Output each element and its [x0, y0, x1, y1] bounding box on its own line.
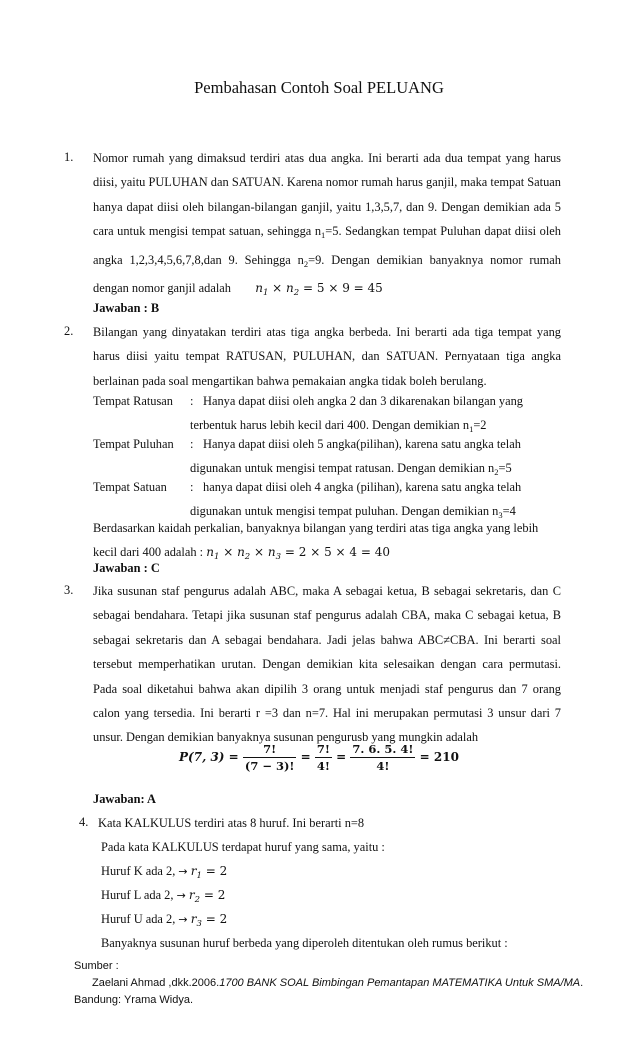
letter-l-row: Huruf L ada 2, → $r_2 = 2$ [101, 888, 226, 905]
row-label: Tempat Puluhan [93, 437, 174, 451]
item-2-number: 2. [64, 324, 74, 338]
right-arrow-icon: → [178, 865, 188, 878]
item-4-line2: Pada kata KALKULUS terdapat huruf yang sama, yaitu : [101, 840, 385, 854]
item-2-conclusion-formula: kecil dari 400 adalah : $n_1 \times n_2 \times n_3 = 2 \times 5 \times 4 = 40$ [93, 545, 390, 562]
row-label: Tempat Ratusan [93, 394, 173, 408]
item-4-line3: Banyaknya susunan huruf berbeda yang diperoleh ditentukan oleh rumus berikut : [101, 936, 508, 950]
source-citation: Zaelani Ahmad ,dkk.2006.1700 BANK SOAL Bimbingan Pemantapan MATEMATIKA Untuk SMA/MA. [92, 977, 584, 989]
item-3-number: 3. [64, 583, 74, 597]
right-arrow-icon: → [176, 889, 186, 902]
document-page: Pembahasan Contoh Soal PELUANG 1. Nomor rumah yang dimaksud terdiri atas dua angka. Ini berarti ada dua tempat yang harus diisi, yaitu PULUHAN dan SATUAN. Karena nomor rumah harus ganjil, maka tempat Satuan hanya dapat diisi oleh bilangan-bilangan ganjil, yaitu 1,3,5,7, dan 9. Dengan demikian ada 5 cara untuk mengisi tempat satuan, sehingga $n_1=5$. Sedangkan tempat Puluhan dapat diisi oleh angka 1,2,3,4,5,6,7,8,dan 9. Sehingga $n_2=9$. Dengan demikian banyaknya nomor rumah dengan nomor ganjil adalah $n_1 \times n_2 = 5 \times 9 = 45$ Jawaban : B 2. Bilangan yang dinyatakan terdiri atas tiga angka berbeda. Ini berarti ada tiga tempat yang harus diisi yaitu tempat RATUSAN, PULUHAN, dan SATUAN. Pernyataan tiga angka berlainan pada soal mengartikan bahwa pemakaian angka tidak boleh berulang. Tempat Ratusan : Hanya dapat diisi oleh angka 2 dan 3 dikarenakan bilangan yang terbentuk harus lebih kecil dari 400. Dengan demikian $n_1=2$ Tempat Puluhan : Hanya dapat diisi oleh 5 angka(pilihan), karena satu angka telah digunakan untuk mengisi tempat ratusan. Dengan demikian $n_2=5$ Tempat Satuan : hanya dapat diisi oleh 4 angka (pilihan), karena satu angka telah digunakan untuk mengisi tempat puluhan. Dengan demikian $n_3=4$ Berdasarkan kaidah perkalian, banyaknya bilangan yang terdiri atas tiga angka yang lebih kecil dari 400 adalah : $n_1 \times n_2 \times n_3 = 2 \times 5 \times 4 = 40$ Jawaban : C 3. Jika susunan staf pengurus adalah ABC, maka A sebagai ketua, B sebagai sekretaris, dan C sebagai bendahara. Tetapi jika susunan staf pengurus adalah CBA, maka C sebagai ketua, B sebagai sekretaris dan A sebagai bendahara. Jadi jelas bahwa ABC≠CBA. Ini berarti soal tersebut memperhatikan urutan. Dengan demikian kita selesaikan dengan cara permutasi. Pada soal diketahui bahwa akan dipilih 3 orang untuk menjadi staf pengurus dan 7 orang calon yang tersedia. Ini berarti r =3 dan n=7. Hal ini merupakan permutasi 3 unsur dari 7 unsur. Dengan demikian banyaknya susunan pengurusb yang mungkin adalah P(7, 3) = $\frac{7!}{(7 - 3)!}$ = $\frac{7!}{4!}$ = $\frac{7. 6. 5. 4!}{4!}$ = 210 Jawaban: A 4. Kata KALKULUS terdiri atas 8 huruf. Ini berarti n=8 Pada kata KALKULUS terdapat huruf yang sama, yaitu : Huruf K ada 2, → $r_1 = 2$ Huruf L ada 2, → $r_2 = 2$ Huruf U ada 2, → $r_3 = 2$ Banyaknya susunan huruf berbeda yang diperoleh ditentukan oleh rumus berikut : Sumber : Zaelani Ahmad ,dkk.2006.1700 BANK SOAL Bimbingan Pemantapan MATEMATIKA Untuk SMA/MA. Bandung: Yrama Widya. [0, 0, 638, 1051]
fraction-3: $\frac{7. 6. 5. 4!}{4!}$ [352, 742, 414, 773]
letter-u-row: Huruf U ada 2, → $r_3 = 2$ [101, 912, 228, 929]
fraction-2: $\frac{7!}{4!}$ [316, 742, 330, 773]
permutation-formula: P(7, 3) = $\frac{7!}{(7 - 3)!}$ = $\frac{7!}{4!}$ = $\frac{7. 6. 5. 4!}{4!}$ = 210 [179, 742, 459, 773]
item-1-answer: Jawaban : B [93, 301, 160, 315]
letter-k-row: Huruf K ada 2, → $r_1 = 2$ [101, 864, 228, 881]
item-2-answer: Jawaban : C [93, 561, 160, 575]
item-4-number: 4. [79, 815, 89, 829]
row-label: Tempat Satuan [93, 480, 167, 494]
item-3-answer: Jawaban: A [93, 792, 156, 806]
item-1-formula: $n_1 \times n_2 = 5 \times 9 = 45$ [255, 281, 383, 298]
item-3-text: Jika susunan staf pengurus adalah ABC, maka A sebagai ketua, B sebagai sekretaris, dan C sebagai bendahara. Tetapi jika susunan staf pengurus adalah CBA, maka C sebagai ketua, B sebagai sekretaris dan A sebagai bendahara. Jadi jelas bahwa ABC≠CBA. Ini berarti soal tersebut memperhatikan urutan. Dengan demikian kita selesaikan dengan cara permutasi. Pada soal diketahui bahwa akan dipilih 3 orang untuk menjadi staf pengurus dan 7 orang calon yang tersedia. Ini berarti r =3 dan n=7. Hal ini merupakan permutasi 3 unsur dari 7 unsur. Dengan demikian banyaknya susunan pengurusb yang mungkin adalah [93, 584, 561, 745]
source-label: Sumber : [74, 960, 119, 972]
source-publisher: Bandung: Yrama Widya. [74, 994, 194, 1006]
right-arrow-icon: → [178, 913, 188, 926]
item-1-text: Nomor rumah yang dimaksud terdiri atas dua angka. Ini berarti ada dua tempat yang harus diisi, yaitu PULUHAN dan SATUAN. Karena nomor rumah harus ganjil, maka tempat Satuan hanya dapat diisi oleh bilangan-bilangan ganjil, yaitu 1,3,5,7, dan 9. Dengan demikian ada 5 cara untuk mengisi tempat satuan, sehingga $n_1=5$. Sedangkan tempat Puluhan dapat diisi oleh angka 1,2,3,4,5,6,7,8,dan 9. Sehingga $n_2=9$. Dengan demikian banyaknya nomor rumah dengan nomor ganjil adalah [93, 151, 561, 296]
item-2-text: Bilangan yang dinyatakan terdiri atas tiga angka berbeda. Ini berarti ada tiga tempat yang harus diisi yaitu tempat RATUSAN, PULUHAN, dan SATUAN. Pernyataan tiga angka berlainan pada soal mengartikan bahwa pemakaian angka tidak boleh berulang. [93, 325, 561, 388]
item-1-number: 1. [64, 150, 74, 164]
page-title: Pembahasan Contoh Soal PELUANG [194, 78, 444, 97]
item-2-conclusion: Berdasarkan kaidah perkalian, banyaknya bilangan yang terdiri atas tiga angka yang lebih [93, 521, 539, 535]
fraction-1: $\frac{7!}{(7 - 3)!}$ [244, 742, 295, 773]
item-4-line1: Kata KALKULUS terdiri atas 8 huruf. Ini berarti n=8 [98, 816, 365, 830]
